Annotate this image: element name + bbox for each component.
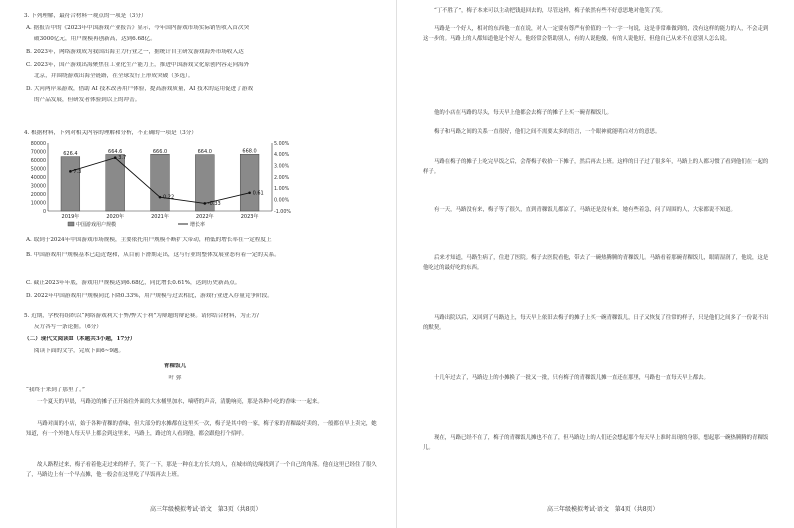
- story-paragraph: “我终于来到了那里了。”: [26, 387, 85, 393]
- q3-option-line: C. 2023年，国产游戏出海聚焦在工业化生产能力上，推进中国游戏文化原创内容走向海外: [26, 62, 250, 68]
- bar-data-label: 668.0: [242, 148, 257, 155]
- q3-option-line: 的产品发展，但研发者体验到以上的冲击。: [34, 97, 141, 103]
- right-page: [397, 0, 794, 528]
- story-paragraph: 有一天，马路没有来，梅子等了很久，直到青稞饭儿都凉了，马路还是没有来。她有些着急，问了周围的人，大家都说不知道。: [434, 207, 736, 213]
- x-tick-label: 2021年: [151, 214, 169, 220]
- x-tick-label: 2023年: [240, 214, 259, 220]
- growth-point: [204, 202, 207, 205]
- story-paragraph: 马路在梅子的摊子上吃完早饭之后，会帮梅子收拾一下摊子，然后再去上班。这样的日子过了很多年，马路上的人都习惯了看到他们在一起的样子。: [423, 159, 769, 176]
- legend-line-label: 增长率: [190, 222, 206, 228]
- story-paragraph: 现在，马路已经不在了，梅子的青稞饭儿摊也不在了，但马路边上的人们还会想起那个每天早上准时出现的身影，想起那一碗热腾腾的青稞饭儿。: [423, 435, 769, 452]
- bar-data-label: 664.6: [108, 148, 123, 155]
- y-tick-label-left: 10000: [30, 201, 46, 207]
- story-paragraph: 他的小店在马路的尽头，每天早上他都会去梅子的摊子上买一碗青稞饭儿。: [434, 110, 612, 116]
- q3-option-line: 破3000亿元，用户规模再创新高，达到6.68亿。: [34, 36, 156, 42]
- story-paragraph: “丁不胜了”，梅子本来可以主动把钱退回去的，尽管这样，梅子依然有些不好意思地对他笑了笑。: [434, 8, 666, 14]
- q4-option-line: A. 取到于2024年中国游戏市场规模，主要依托用户规模不断扩大带动，稍低的增长率在一定程度上: [26, 237, 272, 243]
- bar: [61, 157, 80, 211]
- story-paragraph: 十几年过去了，马路边上的小摊换了一批又一批，只有梅子的青稞饭儿摊一直还在那里，马路也一直每天早上都去。: [434, 375, 709, 381]
- x-tick-label: 2020年: [106, 214, 125, 220]
- line-data-label: 7.3: [73, 168, 82, 175]
- y-tick-label-left: 40000: [30, 175, 46, 181]
- growth-point: [159, 196, 162, 199]
- y-tick-label-right: 0.00%: [274, 198, 290, 204]
- growth-point: [69, 170, 72, 173]
- y-tick-label-left: 30000: [30, 184, 46, 190]
- bar: [151, 154, 170, 211]
- y-tick-label-left: 20000: [30, 192, 46, 198]
- q3-option-line: B. 2023年，网络游戏成为我国出海主力行业之一，据统计自主研发游戏海外市场收入达: [26, 49, 244, 55]
- q3-option-line: D. 大河两岸某游戏，借助 AI 技术改善用户体验，提高游戏质量，AI 技术的运用促进了游戏: [26, 86, 254, 92]
- bar-data-label: 626.4: [63, 151, 78, 158]
- line-data-label: 3.7: [118, 155, 127, 162]
- q5-stem: 5. 近期，学校将组织以“网络游戏利大于弊/弊大于利”为辩题的辩论赛。请你结合材料，为正方/: [24, 313, 259, 319]
- y-tick-label-right: 4.00%: [274, 153, 290, 159]
- story-paragraph: 一个夏天的早晨，马路边的摊子正开始往外面的大水桶里加水，嘀嗒的声音，清脆响亮，那是各种小吃的香味一一起来。: [37, 399, 323, 405]
- x-tick-label: 2019年: [61, 214, 80, 220]
- bar: [240, 154, 259, 211]
- story-paragraph: 故人路程过来，梅子看着他走过来的样子，笑了一下，那是一种在北方长大的人，在城市的边缘找到了一个自己的角落。他在这里已经住了很久了，马路边上有一个早点摊，他一般会在这里吃了早饭再去上班。: [26, 462, 377, 479]
- q4-option-line: B. 中国游戏用户规模基本已趋近饱和，从目前下滑期走出，这与行业的整体发展业态有着一定的关系。: [26, 252, 280, 258]
- y-tick-label-left: 0: [42, 209, 46, 215]
- y-tick-label-left: 70000: [30, 150, 46, 156]
- q4-option-line: C. 截止2023年年底，游戏用户规模达到6.68亿，同比增长0.61%，达到历史新高点。: [26, 280, 241, 286]
- y-tick-label-right: 2.00%: [274, 175, 290, 181]
- x-tick-label: 2022年: [195, 214, 214, 220]
- q3-option-line: 北京，并围绕游戏出海全链路，在全球发行上形成突破（多选）。: [34, 73, 194, 79]
- legend-bar-label: 中国游戏用户规模: [76, 222, 117, 228]
- y-tick-label-right: -1.00%: [274, 209, 291, 215]
- page-footer: 高三年级模拟考试·语文 第4页（共8页）: [547, 506, 659, 513]
- page-footer: 高三年级模拟考试·语文 第3页（共8页）: [150, 506, 262, 513]
- growth-point: [248, 191, 251, 194]
- line-data-label: 0.61: [252, 190, 264, 197]
- y-tick-label-right: 3.00%: [274, 164, 290, 170]
- section-heading: （二）现代文阅读Ⅱ（本题共3小题，17分）: [24, 336, 136, 342]
- bar-data-label: 664.0: [197, 149, 212, 156]
- y-tick-label-left: 80000: [30, 141, 46, 147]
- story-title: 青稞饭儿: [163, 363, 187, 369]
- y-tick-label-right: 1.00%: [274, 187, 290, 193]
- legend-bar-swatch: [68, 222, 74, 226]
- y-tick-label-left: 50000: [30, 167, 46, 173]
- story-paragraph: 后来才知道，马路生病了，住进了医院。梅子去医院看他，带去了一碗热腾腾的青稞饭儿。马路看着那碗青稞饭儿，眼睛湿润了，他说，这是他吃过的最好吃的东西。: [423, 255, 769, 272]
- q4-option-line: D. 2022年中国游戏用户规模同比下降0.33%，用户规模与过去相比，游戏行业进入存量竞争阶段。: [26, 293, 273, 299]
- user-scale-chart: [20, 137, 320, 229]
- line-data-label: -0.33: [207, 200, 221, 207]
- section-instruction: 阅读下面的文字，完成下面6~9题。: [34, 348, 125, 354]
- story-paragraph: 梅子和马路之间的关系一直很好，他们之间不需要太多的语言，一个眼神就能明白对方的意思。: [434, 129, 661, 135]
- line-data-label: 0.22: [163, 194, 175, 201]
- y-tick-label-right: 5.00%: [274, 141, 290, 147]
- q5-stem-cont: 反方各写一条论据。（6分）: [34, 324, 102, 330]
- story-author: 叶 弥: [168, 375, 182, 381]
- q3-option-line: A. 据报告中的《2023年中国游戏产业报告》显示，今年国内游戏市场实际销售收入首次突: [26, 25, 250, 31]
- q4-stem: 4. 根据材料，下列对相关内容的理解和分析，不正确的一项是（3分）: [24, 130, 197, 136]
- y-tick-label-left: 60000: [30, 158, 46, 164]
- growth-point: [114, 156, 117, 159]
- q3-stem: 3. 下列理解，最符合材料一观点的一项是（3分）: [24, 13, 147, 19]
- story-paragraph: 马路是一个好人，相对的东西他一直在说，对人一定要有尊严有价值的一个一字一句说，这是非常难做到的，没有这样的能力的人，不会走到这一步的。马路上的人都知道他是个好人，他经常会帮助别人，有的人说他傻，有的人说他好，但他自己从来不在意别人怎么说。: [423, 26, 769, 43]
- story-paragraph: 马路出院以后，又回到了马路边上，每天早上依旧去梅子的摊子上买一碗青稞饭儿，日子又恢复了往常的样子，只是他们之间多了一份说不出的默契。: [423, 315, 769, 332]
- story-paragraph: 马路对面的小店，始于各种青稞的香味，但大部分的水摊都在这里买一次，梅子是其中的一家，梅子家的青稞最好卖的，一般都在早上卖完，她知道，有一个外地人每天早上都会到这里来，马路上，路过的人看到他，都会跟他打个招呼。: [26, 421, 377, 438]
- bar-data-label: 666.0: [152, 148, 168, 155]
